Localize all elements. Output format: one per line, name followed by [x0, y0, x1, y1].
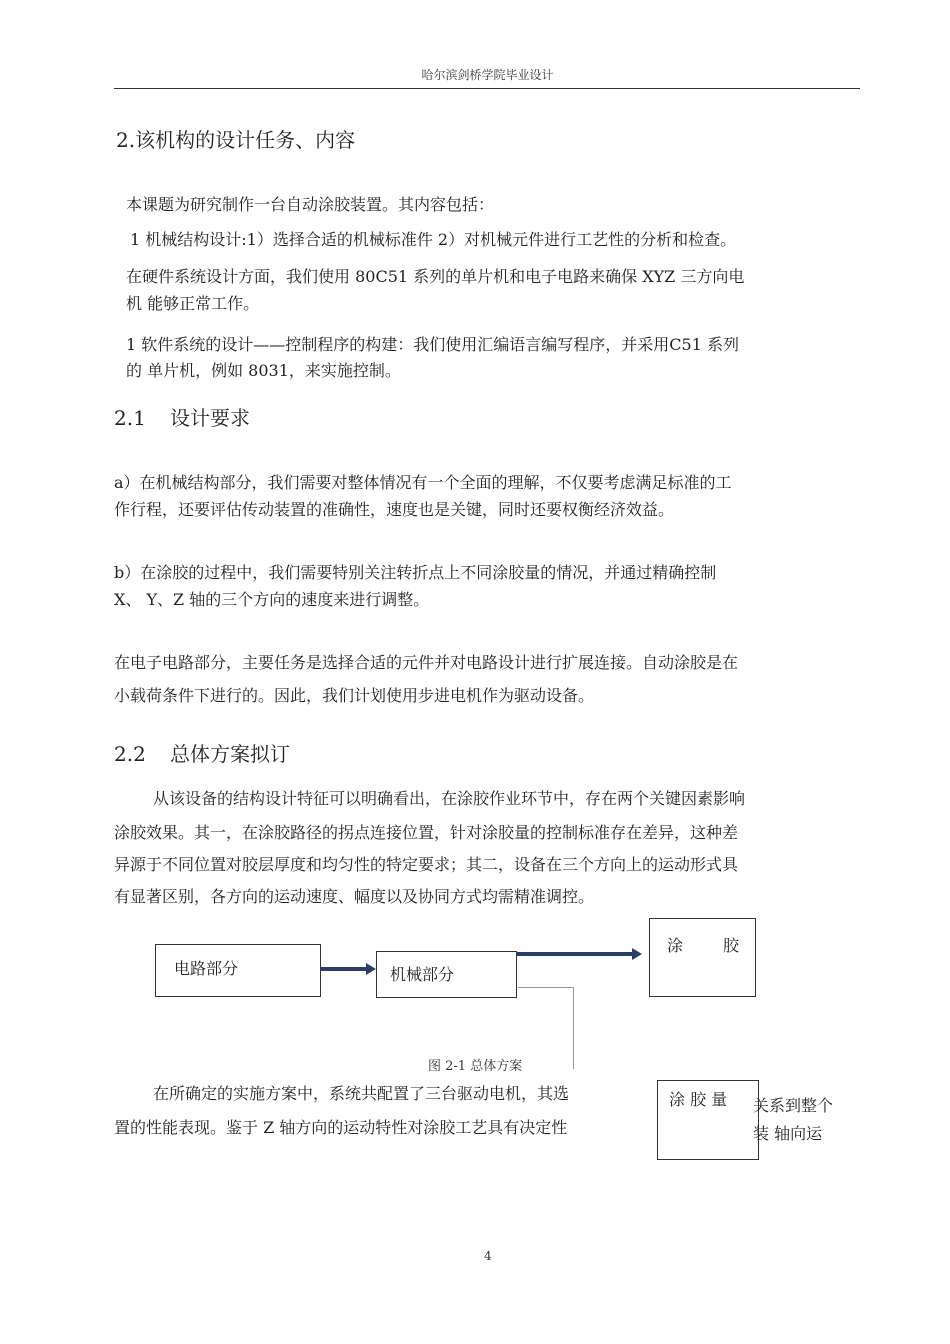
- arrow-head-icon: [366, 963, 376, 975]
- subsection-heading-2-1: [114, 402, 250, 431]
- paragraph-line: 小载荷条件下进行的。因此，我们计划使用步进电机作为驱动设备。: [114, 686, 595, 705]
- paragraph-line: 从该设备的结构设计特征可以明确看出，在涂胶作业环节中，存在两个关键因素影响: [153, 789, 746, 808]
- diagram-box-circuit: [155, 944, 321, 997]
- paragraph-line: a）在机械结构部分，我们需要对整体情况有一个全面的理解，不仅要考虑满足标准的工: [114, 473, 732, 492]
- paragraph-line: 置的性能表现。鉴于 Z 轴方向的运动特性对涂胶工艺具有决定性: [114, 1118, 568, 1137]
- connector-line: [573, 987, 574, 1069]
- paragraph-line: b）在涂胶的过程中，我们需要特别关注转折点上不同涂胶量的情况，并通过精确控制: [114, 563, 717, 582]
- intro-line: 的 单片机，例如 8031，来实施控制。: [126, 361, 401, 380]
- intro-line: 本课题为研究制作一台自动涂胶装置。其内容包括：: [126, 195, 495, 214]
- subsection-title: 设计要求: [170, 406, 250, 430]
- paragraph-line-tail: 装 轴向运: [753, 1124, 823, 1143]
- section-heading: 2.该机构的设计任务、内容: [116, 128, 356, 152]
- arrow-head-icon: [632, 948, 642, 960]
- diagram-box-label: 涂 胶 量: [669, 1090, 728, 1109]
- diagram-box-label: 机械部分: [390, 965, 455, 984]
- paragraph-line-tail: 关系到整个: [753, 1096, 834, 1115]
- figure-caption: 图 2-1 总体方案: [428, 1059, 523, 1074]
- diagram-box-glue-amount: [657, 1080, 759, 1160]
- paragraph-line: X、 Y、Z 轴的三个方向的速度来进行调整。: [114, 590, 430, 609]
- paragraph-line: 在所确定的实施方案中，系统共配置了三台驱动电机，其选: [153, 1084, 570, 1103]
- paragraph-line: 作行程，还要评估传动装置的准确性，速度也是关键，同时还要权衡经济效益。: [114, 500, 675, 519]
- page-header-title: 哈尔滨剑桥学院毕业设计: [421, 68, 554, 82]
- diagram-box-label-right: 胶: [723, 936, 740, 955]
- intro-line: 1 机械结构设计:1）选择合适的机械标准件 2）对机械元件进行工艺性的分析和检查。: [130, 230, 737, 249]
- page-number: 4: [484, 1249, 492, 1263]
- header-divider: [114, 88, 860, 89]
- subsection-number: 2.1: [114, 406, 146, 430]
- subsection-heading-2-2: [114, 738, 290, 767]
- arrow-connector: [320, 967, 368, 971]
- diagram-box-label: 电路部分: [174, 959, 239, 978]
- paragraph-line: 在电子电路部分，主要任务是选择合适的元件并对电路设计进行扩展连接。自动涂胶是在: [114, 653, 739, 672]
- paragraph-line: 异源于不同位置对胶层厚度和均匀性的特定要求；其二，设备在三个方向上的运动形式具: [114, 855, 739, 874]
- connector-line: [518, 987, 573, 988]
- paragraph-line: 涂胶效果。其一，在涂胶路径的拐点连接位置，针对涂胶量的控制标准存在差异，这种差: [114, 823, 739, 842]
- intro-line: 机 能够正常工作。: [126, 294, 260, 313]
- subsection-title: 总体方案拟订: [170, 742, 290, 766]
- diagram-box-glue: [649, 918, 756, 997]
- intro-line: 1 软件系统的设计——控制程序的构建：我们使用汇编语言编写程序，并采用C51 系列: [126, 335, 739, 354]
- subsection-number: 2.2: [114, 742, 146, 766]
- diagram-box-label-left: 涂: [667, 936, 684, 955]
- diagram-box-mechanical: [376, 951, 517, 998]
- paragraph-line: 有显著区别，各方向的运动速度、幅度以及协同方式均需精准调控。: [114, 887, 595, 906]
- arrow-connector: [516, 952, 634, 956]
- intro-line: 在硬件系统设计方面，我们使用 80C51 系列的单片机和电子电路来确保 XYZ 三方向电: [126, 267, 745, 286]
